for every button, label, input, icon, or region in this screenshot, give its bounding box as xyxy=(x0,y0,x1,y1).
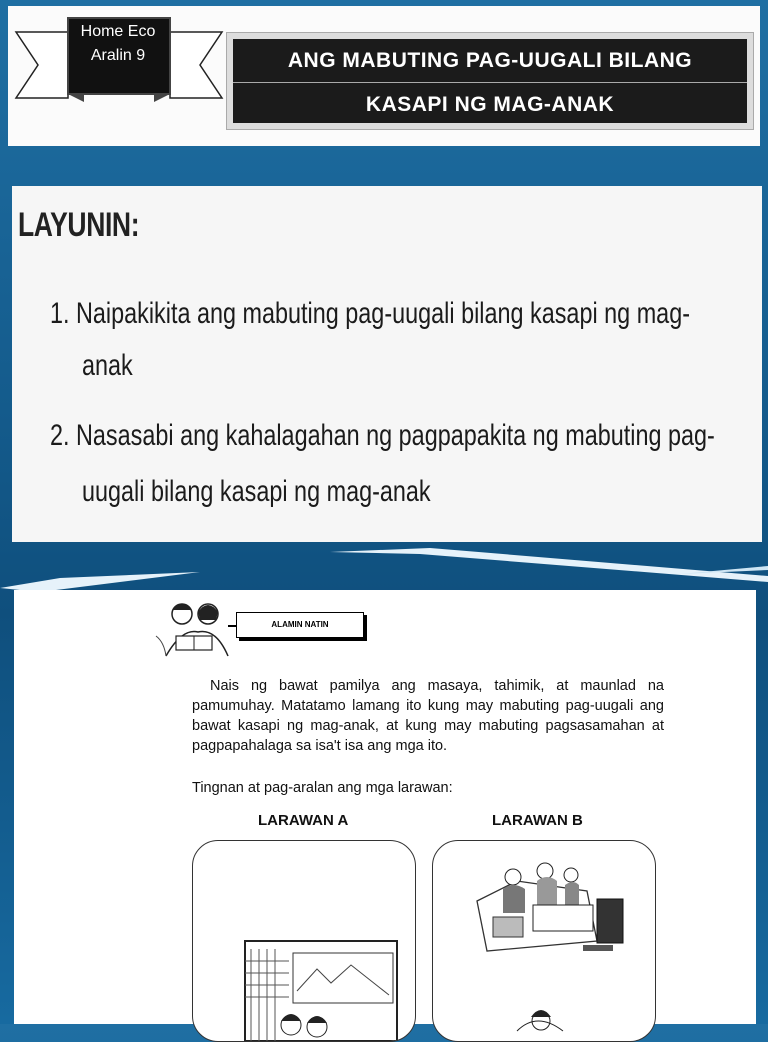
objective-2-line-1: 2. Nasasabi ang kahalagahan ng pagpapakita ng mabuting pag- xyxy=(50,419,715,452)
ribbon-text xyxy=(70,20,166,86)
instruction-text: Tingnan at pag-aralan ang mga larawan: xyxy=(192,780,453,796)
objective-2-line-2: uugali bilang kasapi ng mag-anak xyxy=(82,475,431,508)
children-reading-illustration xyxy=(152,596,234,660)
picture-a-frame xyxy=(192,840,416,1042)
title-divider xyxy=(233,82,747,83)
intro-paragraph-text: Nais ng bawat pamilya ang masaya, tahimik, at maunlad na pamumuhay. Matatamo lamang ito kung may mabuting pag-uugali ang bawat kasapi ng mag-anak, at kung may mabuting pagsasamahan at pagpapahalaga sa isa't isa ang mga ito. xyxy=(192,678,664,754)
title-box xyxy=(226,32,754,130)
picture-b-label: LARAWAN B xyxy=(492,812,583,829)
picture-b-frame xyxy=(432,840,656,1042)
picture-a-label: LARAWAN A xyxy=(258,812,349,829)
picture-a-illustration xyxy=(193,841,415,1041)
label-connector xyxy=(228,625,236,627)
title-line-1: ANG MABUTING PAG-UUGALI BILANG xyxy=(287,49,693,72)
picture-b-illustration xyxy=(433,841,655,1041)
ribbon-line-1: Home Eco xyxy=(80,23,156,40)
title-bar xyxy=(233,39,747,123)
intro-paragraph xyxy=(192,676,664,756)
section-label: ALAMIN NATIN xyxy=(236,612,364,638)
ribbon-line-2: Aralin 9 xyxy=(90,47,146,64)
lesson-page xyxy=(14,590,756,1024)
objectives-slide xyxy=(12,186,762,542)
title-slide xyxy=(8,6,760,146)
objectives-heading: LAYUNIN: xyxy=(18,206,140,244)
objective-1-line-1: 1. Naipakikita ang mabuting pag-uugali bilang kasapi ng mag- xyxy=(50,297,691,330)
title-line-2: KASAPI NG MAG-ANAK xyxy=(365,93,615,116)
objective-1-line-2: anak xyxy=(82,349,133,382)
